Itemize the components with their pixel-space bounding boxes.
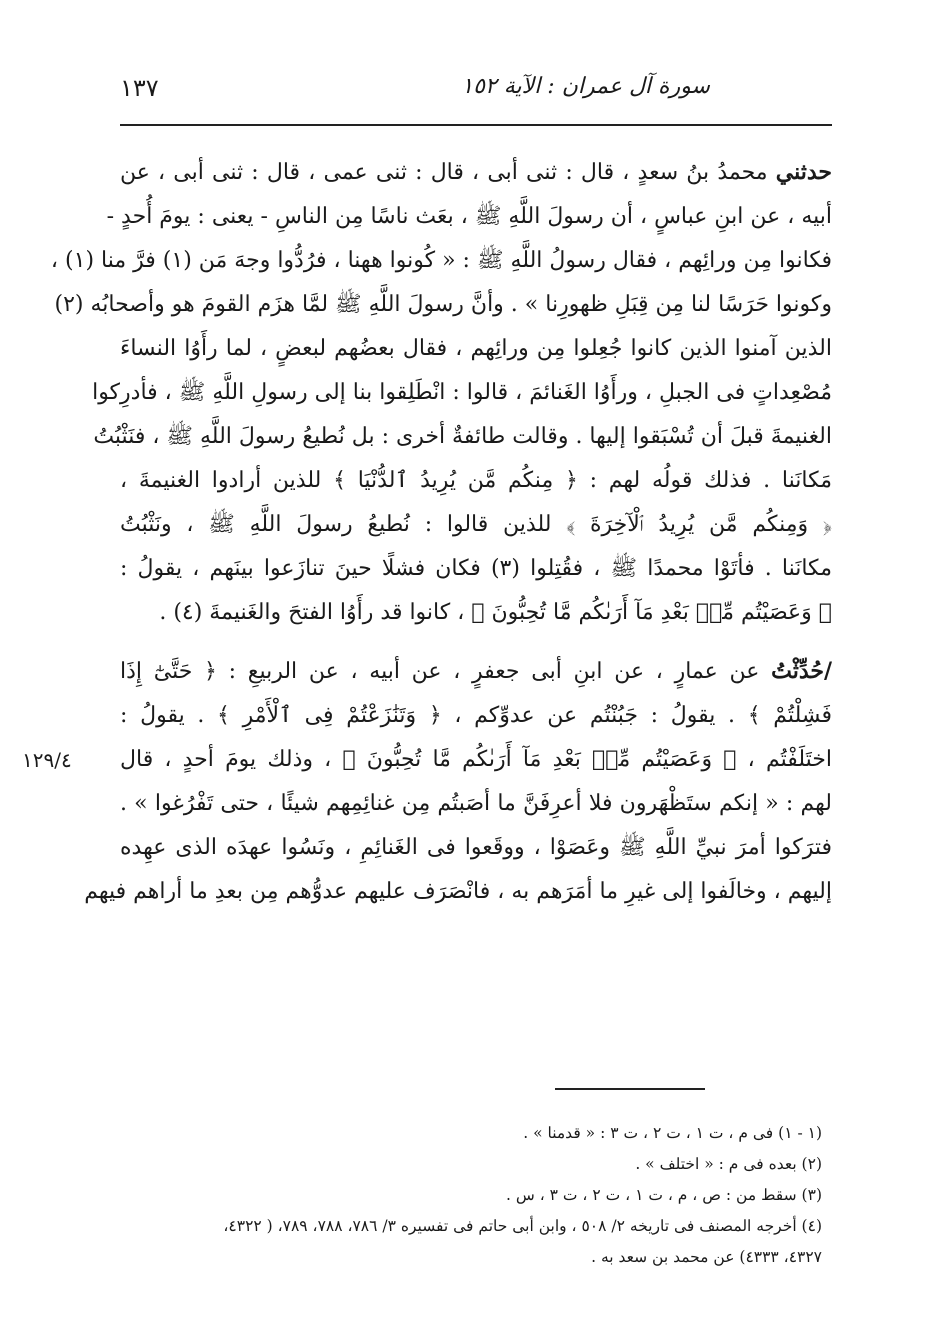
line-text: عن عمارٍ ، عن ابنِ أبى جعفرٍ ، عن أبيه ، عن الربيعِ : ﴿ حَتَّىٰٓ إِذَا [120, 659, 760, 684]
footnote: (٢) بعده فى م : « اختلف » . [635, 1155, 822, 1173]
text-line: وكونوا حَرَسًا لنا مِن قِبَلِ ظهورِنا » . وأنَّ رسولَ اللَّهِ ﷺ لمَّا هزَم القومَ هو وأصحابُه (٢) [54, 292, 832, 317]
text-line: فَشِلْتُمْ ﴾ . يقولُ : جَبُنْتُم عن عدوِّكم ، ﴿ وَتَنَٰزَعْتُمْ فِى ٱلْأَمْرِ ﴾ . يقولُ : [120, 703, 832, 728]
text-line: إليهم ، وخالَفوا إلى غيرِ ما أمَرَهم به ، فانْصَرَف عليهم عدوُّهم مِن بعدِ ما أراهم فيهم [84, 879, 832, 904]
footnote: (٤) أخرجه المصنف فى تاريخه ٢/ ٥٠٨ ، وابن أبى حاتم فى تفسيره ٣/ ٧٨٦، ٧٨٨، ٧٨٩، ( ٤٣٢٢، [223, 1217, 822, 1235]
text-line: فكانوا مِن ورائِهم ، فقال رسولُ اللَّهِ ﷺ : « كُونوا ههنا ، فرُدُّوا وجهَ مَن (١) فرَّ منا (١) ، [50, 248, 832, 273]
running-title: سورة آل عمران : الآية ١٥٢ [461, 74, 710, 99]
text-line [120, 150, 832, 195]
footnote-rule [555, 1088, 705, 1090]
text-line: اختَلَفْتُم ، ﴿ وَعَصَيْتُم مِّنۢ بَعْدِ مَآ أَرَىٰكُم مَّا تُحِبُّونَ ﴾ ، وذلك يومَ أحدٍ ، قال [120, 747, 832, 772]
footnote: ٤٣٢٧، ٤٣٣٣) عن محمد بن سعد به . [591, 1248, 822, 1266]
line-text: محمدُ بنُ سعدٍ ، قال : ثنى أبى ، قال : ثنى عمى ، قال : ثنى أبى ، عن [120, 160, 768, 185]
footnote: (١ - ١) فى م ، ت ١ ، ت ٢ ، ت ٣ : « قدمنا » . [523, 1124, 822, 1142]
text-line: لهم : « إنكم ستَظْهَرون فلا أعرِفَنَّ ما أصَبتُم مِن غنائِمِهم شيئًا ، حتى تَفْرُغوا » . [120, 791, 832, 816]
paragraph-2 [84, 649, 833, 914]
page-header [120, 70, 830, 110]
main-text [50, 150, 833, 914]
paragraph-1 [50, 150, 832, 635]
text-line: أبيه ، عن ابنِ عباسٍ ، أن رسولَ اللَّهِ ﷺ ، بعَث ناسًا مِن الناسِ - يعنى : يومَ أُحدٍ - [106, 204, 832, 229]
text-line: الذين آمنوا الذين كانوا جُعِلوا مِن ورائِهم ، فقال بعضُهم لبعضٍ ، لما رأَوُا النساءَ [120, 336, 832, 361]
text-line: مكانَنا . فأتَوْا محمدًا ﷺ ، فقُتِلوا (٣) فكان فشلًا حينَ تنازَعوا بينَهم ، يقولُ : [120, 556, 832, 581]
text-line: ﴿ وَعَصَيْتُم مِّنۢ بَعْدِ مَآ أَرَىٰكُم مَّا تُحِبُّونَ ﴾ ، كانوا قد رأَوُا الفتحَ والغَنيمةَ (٤) . [159, 600, 832, 625]
text-line: مُصْعِداتٍ فى الجبلِ ، ورأَوُا الغَنائمَ ، قالوا : انْطَلِقوا بنا إلى رسولِ اللَّهِ ﷺ ، فأدرِكوا [92, 380, 832, 405]
text-line: ﴿ وَمِنكُم مَّن يُرِيدُ ٱلْآخِرَةَ ﴾ للذين قالوا : نُطيعُ رسولَ اللَّهِ ﷺ ، ونَثْبُتُ [120, 512, 832, 537]
paragraph-lead: حدثني [775, 159, 832, 185]
text-line: مَكانَنا . فذلك قولُه لهم : ﴿ مِنكُم مَّن يُرِيدُ ٱلدُّنْيَا ﴾ للذين أرادوا الغنيمةَ ، [120, 468, 832, 493]
footnote: (٣) سقط من : ص ، م ، ت ١ ، ت ٢ ، ت ٣ ، س . [506, 1186, 822, 1204]
text-line: الغنيمةَ قبلَ أن تُسْبَقوا إليها . وقالت طائفةٌ أخرى : بل نُطيعُ رسولَ اللَّهِ ﷺ ، فنَثْبُتُ [93, 424, 832, 449]
footnotes [100, 1118, 822, 1273]
margin-reference: ١٢٩/٤ [22, 748, 72, 772]
paragraph-lead: /حُدِّثْتُ [771, 658, 833, 684]
text-line [120, 649, 832, 694]
header-rule [120, 124, 832, 126]
page-number: ١٣٧ [120, 74, 159, 102]
text-line: فترَكوا أمرَ نبيِّ اللَّهِ ﷺ وعَصَوْا ، ووقَعوا فى الغَنائِمِ ، ونَسُوا عهدَه الذى عهِده [120, 835, 832, 860]
